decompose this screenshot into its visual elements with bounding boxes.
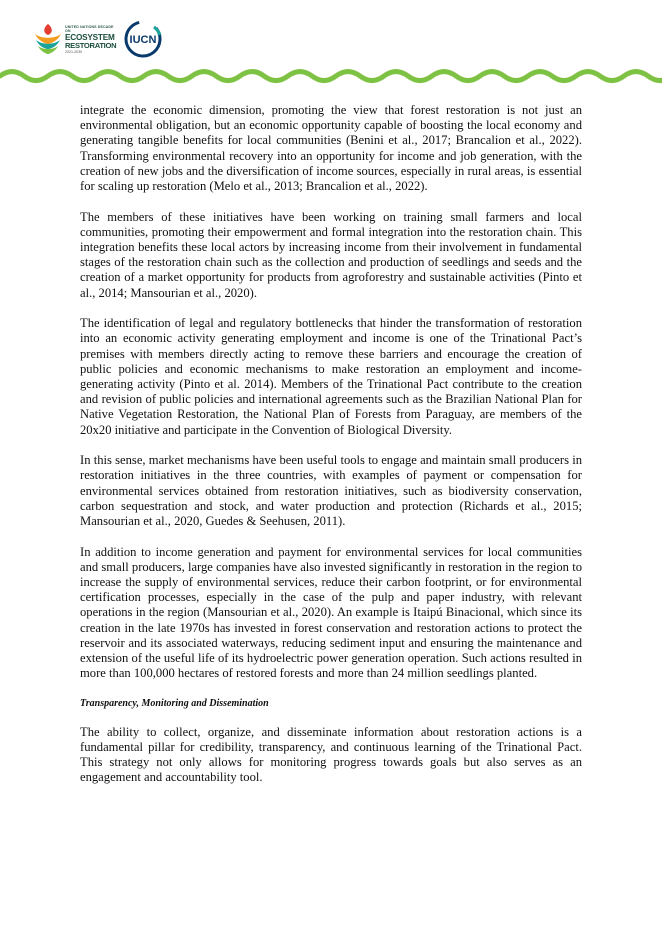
iucn-logo-text: IUCN (129, 34, 157, 46)
paragraph-transparency: The ability to collect, organize, and disseminate information about restoration actions is a fundamental pillar for credibility, transparency, and continuous learning of the Trinational Pact. This strategy not only allows for monitoring progress towards goals but also serves as an engagement and accountability tool. (80, 724, 582, 785)
paragraph-market-mechanisms: In this sense, market mechanisms have been useful tools to engage and maintain small producers in restoration initiatives in the three countries, with examples of payment or compensation for environmental services obtained from restoration initiatives, such as biodiversity conservation, carbon sequestration and stock, and water production and protection (Richards et al., 2015; Mansourian et al., 2020, Guedes & Seehusen, 2011). (80, 453, 582, 529)
logo-line-1: UNITED NATIONS DECADE ON (65, 25, 114, 33)
logo-line-2: ECOSYSTEM (65, 33, 115, 43)
logo-line-4: 2021-2030 (65, 49, 83, 54)
logo-line-3: RESTORATION (65, 41, 117, 51)
green-wave-divider (0, 66, 662, 86)
paragraph-income-generation: In addition to income generation and payment for environmental services for local communities and small producers, large companies have also invested significantly in restoration in the region to increase the supply of environmental services, reduce their carbon footprint, or for environmental certification processes, especially in the case of the pulp and paper industry, with relevant operations in the region (Mansourian et al., 2020). An example is Itaipú Binacional, which since its creation in the late 1970s has invested in forest conservation and restoration actions to protect the reservoir and its associated waterways, reducing sediment input and ensuring the maintenance and extension of the useful life of its hydroelectric power generation operation. Such actions resulted in more than 100,000 hectares of restored forests and more than 24 million seedlings planted. (80, 544, 582, 681)
restoration-leaf-icon (33, 22, 63, 56)
iucn-logo (123, 19, 163, 59)
section-heading: Transparency, Monitoring and Dissemination (80, 697, 269, 709)
paragraph-training-farmers: The members of these initiatives have been working on training small farmers and local communities, promoting their empowerment and formal integration into the restoration chain. This integration benefits these local actors by increasing income from their involvement in fundamental stages of the restoration chain such as the collection and production of seedlings and seeds and the creation of a market opportunity for products from agroforestry and sustainable activities (Pinto et al., 2014; Mansourian et al., 2020). (80, 209, 582, 300)
page-header (0, 0, 662, 92)
paragraph-economic-dimension: integrate the economic dimension, promoting the view that forest restoration is not just an environmental obligation, but an economic opportunity capable of boosting the local economy and generating tangible benefits for local communities (Benini et al., 2017; Brancalion et al., 2022). Transforming environmental recovery into an opportunity for income and job generation, with the creation of new jobs and the diversification of income sources, especially in rural areas, is essential for scaling up restoration (Melo et al., 2013; Brancalion et al., 2022). (80, 103, 582, 194)
document-body (80, 103, 582, 801)
logo-wordmark (65, 26, 117, 55)
paragraph-legal-bottlenecks: The identification of legal and regulatory bottlenecks that hinder the transformation of restoration into an economic activity generating employment and income is one of the Trinational Pact’s premises with members directly acting to remove these barriers and encourage the creation of public policies and economic mechanisms to make restoration an employment and income-generating activity (Pinto et al. 2014). Members of the Trinational Pact contribute to the creation and revision of public policies and international agreements such as the Brazilian National Plan for Native Vegetation Restoration, the National Plan of Forests from Paraguay, are members of the 20x20 initiative and participate in the Convention of Biological Diversity. (80, 316, 582, 437)
ecosystem-restoration-logo (33, 22, 115, 56)
